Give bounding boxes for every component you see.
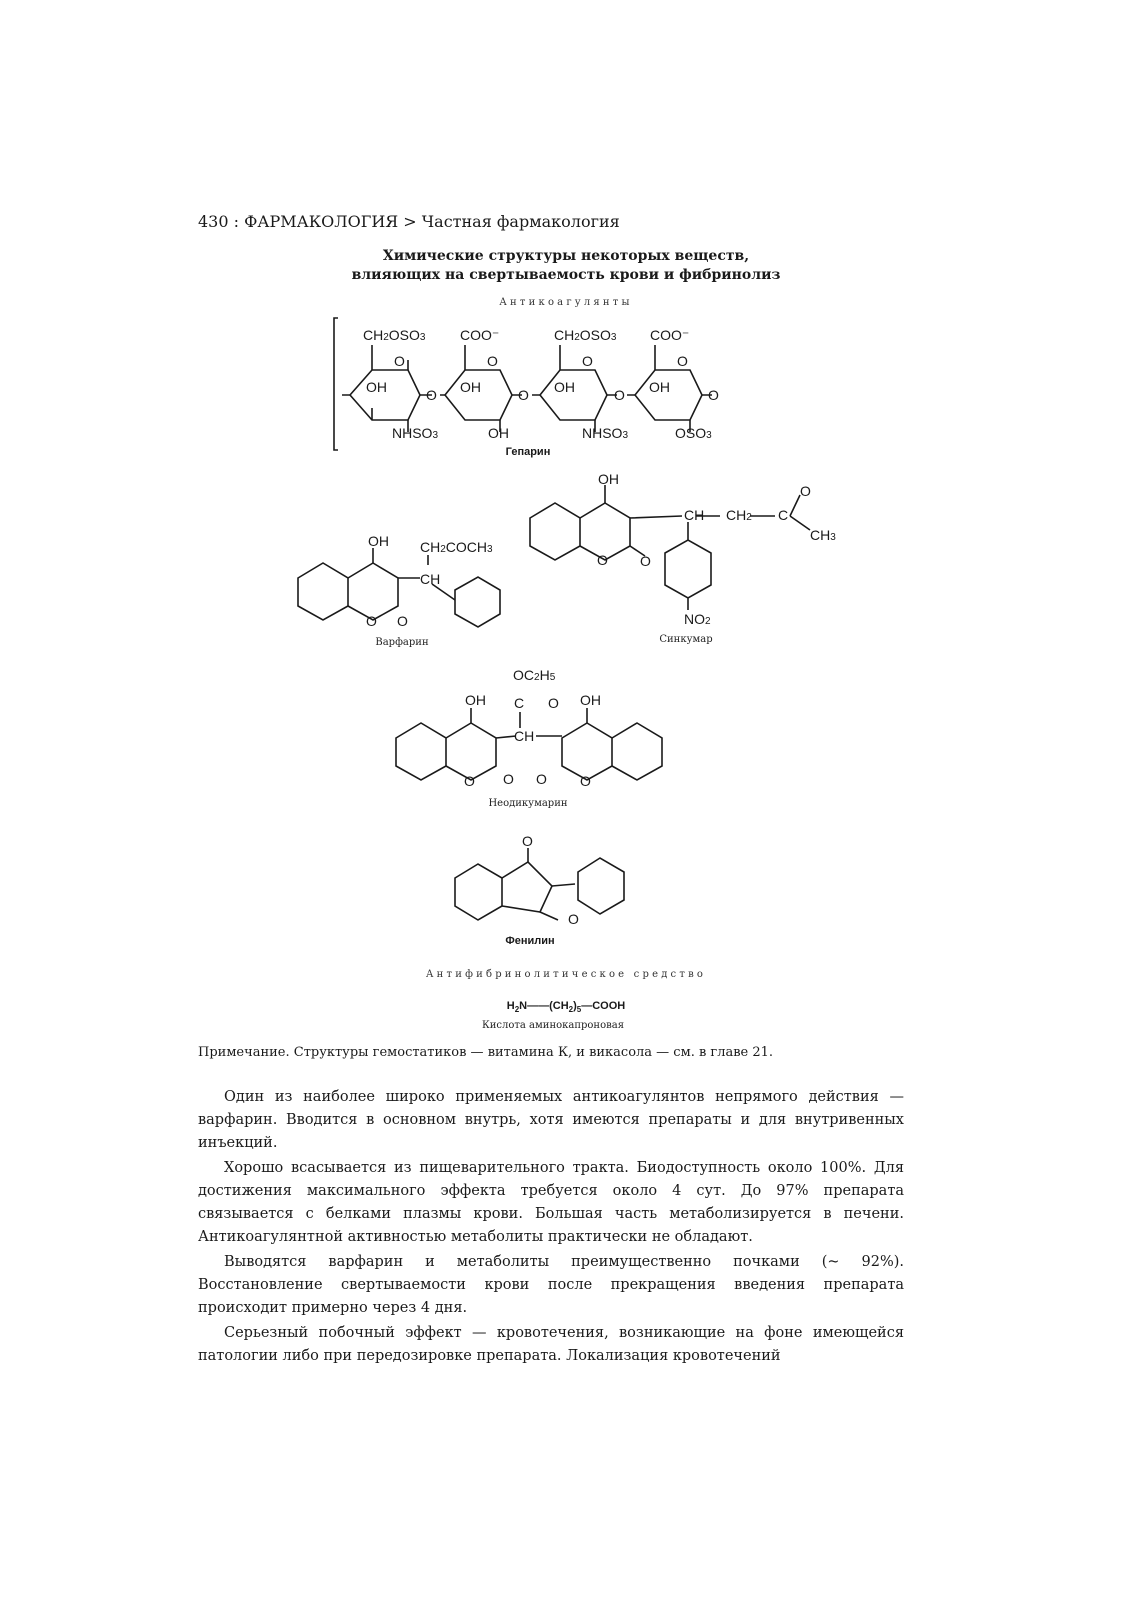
svg-text:OH: OH bbox=[460, 379, 481, 395]
svg-text:COO⁻: COO⁻ bbox=[460, 327, 500, 343]
label-heparin: Гепарин bbox=[505, 446, 551, 458]
svg-text:OH: OH bbox=[488, 425, 509, 441]
svg-text:OH: OH bbox=[366, 379, 387, 395]
svg-text:O: O bbox=[464, 773, 475, 789]
label-aminocaproic: Кислота аминокапроновая bbox=[481, 1020, 625, 1031]
paragraph: Серьезный побочный эффект — кровотечения, возникающие на фоне имеющейся патологии либо при передозировке препарата. Локализация кровотечений bbox=[198, 1325, 904, 1364]
svg-text:O: O bbox=[426, 387, 437, 403]
svg-text:OH: OH bbox=[598, 471, 619, 487]
svg-text:O: O bbox=[503, 771, 514, 787]
svg-text:NHSO3: NHSO3 bbox=[582, 425, 629, 441]
paragraph: Один из наиболее широко применяемых антикоагулянтов непрямого действия — варфарин. Вводится в основном внутрь, хотя имеются препараты и для внутривенных инъекций. bbox=[198, 1089, 904, 1151]
svg-text:OH: OH bbox=[368, 533, 389, 549]
svg-text:CH: CH bbox=[684, 507, 705, 523]
svg-text:O: O bbox=[366, 613, 377, 629]
svg-text:C: C bbox=[778, 507, 789, 523]
svg-text:OH: OH bbox=[580, 692, 601, 708]
svg-text:CH: CH bbox=[514, 728, 535, 744]
svg-text:CH3: CH3 bbox=[810, 527, 836, 543]
label-sinkumar: Синкумар bbox=[659, 634, 713, 645]
svg-text:COO⁻: COO⁻ bbox=[650, 327, 690, 343]
svg-text:CH2: CH2 bbox=[726, 507, 752, 523]
section-anticoagulants: Антикоагулянты bbox=[499, 297, 633, 308]
svg-text:O: O bbox=[800, 483, 811, 499]
svg-text:O: O bbox=[640, 553, 651, 569]
aminocaproic-formula: $H_2N——(CH_2)_5—COOH$ bbox=[506, 1000, 626, 1015]
svg-text:O: O bbox=[582, 353, 593, 369]
svg-text:O: O bbox=[536, 771, 547, 787]
svg-text:O: O bbox=[614, 387, 625, 403]
svg-text:OH: OH bbox=[465, 692, 486, 708]
svg-text:NHSO3: NHSO3 bbox=[392, 425, 439, 441]
label-neodicoumarin: Неодикумарин bbox=[488, 798, 568, 809]
svg-text:NO2: NO2 bbox=[684, 611, 711, 627]
svg-text:OH: OH bbox=[554, 379, 575, 395]
svg-text:O: O bbox=[708, 387, 719, 403]
svg-text:O: O bbox=[580, 773, 591, 789]
paragraph: Хорошо всасывается из пищеварительного тракта. Биодоступность около 100%. Для достижения максимального эффекта требуется около 4 сут. До 97% препарата связывается с белками плазмы крови. Большая часть метаболизируется в печени. Антикоагулянтной активностью метаболиты практически не обладают. bbox=[198, 1160, 904, 1245]
figure-note: Примечание. Структуры гемостатиков — витамина К, и викасола — см. в главе 21. bbox=[198, 1045, 774, 1060]
svg-text:O: O bbox=[518, 387, 529, 403]
figure-title-line1: Химические структуры некоторых веществ, bbox=[382, 248, 750, 264]
section-antifibrinolytic: Антифибринолитическое средство bbox=[425, 969, 707, 980]
svg-text:OC2H5: OC2H5 bbox=[513, 667, 556, 683]
paragraph: Выводятся варфарин и метаболиты преимущественно почками (~ 92%). Восстановление свертываемости крови после прекращения введения препарата происходит примерно через 4 дня. bbox=[198, 1254, 904, 1316]
neodicoumarin-structure bbox=[396, 708, 662, 780]
svg-text:CH2OSO3: CH2OSO3 bbox=[554, 327, 617, 343]
body-text bbox=[198, 1086, 904, 1368]
svg-text:O: O bbox=[394, 353, 405, 369]
svg-text:O: O bbox=[487, 353, 498, 369]
sinkumar-structure bbox=[530, 485, 810, 610]
svg-text:O: O bbox=[548, 695, 559, 711]
svg-text:OSO3: OSO3 bbox=[675, 425, 712, 441]
svg-text:O: O bbox=[522, 833, 533, 849]
phenylin-structure bbox=[455, 848, 624, 920]
svg-text:O: O bbox=[568, 911, 579, 927]
svg-text:CH2OSO3: CH2OSO3 bbox=[363, 327, 426, 343]
svg-text:O: O bbox=[397, 613, 408, 629]
svg-text:C: C bbox=[514, 695, 525, 711]
label-phenylin: Фенилин bbox=[505, 935, 555, 947]
svg-text:O: O bbox=[597, 552, 608, 568]
figure-title-line2: влияющих на свертываемость крови и фибринолиз bbox=[351, 267, 781, 283]
label-warfarin: Варфарин bbox=[375, 637, 429, 648]
svg-text:OH: OH bbox=[649, 379, 670, 395]
svg-text:CH2COCH3: CH2COCH3 bbox=[420, 539, 493, 555]
running-head: 430 : ФАРМАКОЛОГИЯ > Частная фармакология bbox=[198, 212, 620, 231]
svg-text:O: O bbox=[677, 353, 688, 369]
svg-text:CH: CH bbox=[420, 571, 441, 587]
